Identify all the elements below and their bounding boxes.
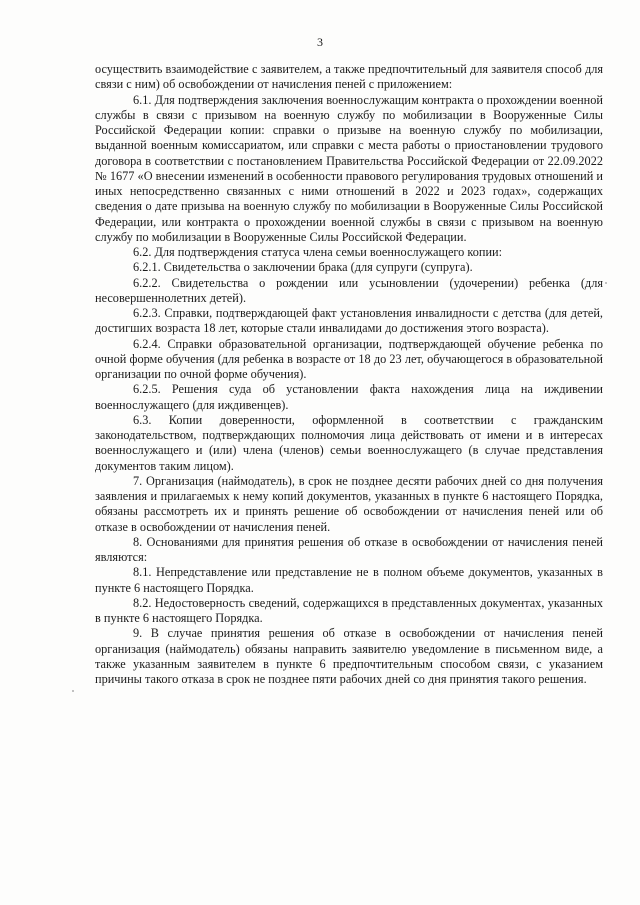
scan-speck [72, 690, 74, 692]
paragraph-8-1: 8.1. Непредставление или представление не в полном объеме документов, указанных в пункте 6 настоящего Порядка. [95, 565, 603, 595]
scan-speck [605, 282, 607, 284]
paragraph-6-2-2: 6.2.2. Свидетельства о рождении или усыновлении (удочерении) ребенка (для несовершеннолетних детей). [95, 275, 603, 305]
paragraph-8-2: 8.2. Недостоверность сведений, содержащихся в представленных документах, указанных в пункте 6 настоящего Порядка. [95, 595, 603, 625]
paragraph-6-3: 6.3. Копии доверенности, оформленной в соответствии с гражданским законодательством, подтверждающих полномочия лица действовать от имени и в интересах военнослужащего и (или) члена (членов) семьи военнослужащего (в случае представления документов таким лицом). [95, 412, 603, 473]
paragraph-8: 8. Основаниями для принятия решения об отказе в освобождении от начисления пеней являются: [95, 534, 603, 564]
paragraph-6-2-3: 6.2.3. Справки, подтверждающей факт установления инвалидности с детства (для детей, достигших возраста 18 лет, которые стали инвалидами до достижения этого возраста). [95, 306, 603, 336]
paragraph-continuation: осуществить взаимодействие с заявителем, а также предпочтительный для заявителя способ для связи с ним) об освобождении от начисления пеней с приложением: [95, 62, 603, 92]
paragraph-7: 7. Организация (наймодатель), в срок не позднее десяти рабочих дней со дня получения заявления и прилагаемых к нему копий документов, указанных в пункте 6 настоящего Порядка, обязаны рассмотреть их и принять решение об освобождении от начисления пеней или об отказе в освобождении от начисления пеней. [95, 473, 603, 534]
paragraph-6-2: 6.2. Для подтверждения статуса члена семьи военнослужащего копии: [133, 245, 503, 259]
page-number: 3 [317, 35, 323, 49]
paragraph-6-2-5: 6.2.5. Решения суда об установлении факта нахождения лица на иждивении военнослужащего (для иждивенцев). [95, 382, 603, 412]
document-body [95, 62, 603, 687]
paragraph-6-2-1: 6.2.1. Свидетельства о заключении брака (для супруги (супруга). [133, 260, 473, 275]
paragraph-9: 9. В случае принятия решения об отказе в освобождении от начисления пеней организация (наймодатель) обязаны направить заявителю уведомление в письменном виде, а также указанным заявителем в пункте 6 предпочтительным способом связи, с указанием причины такого отказа в срок не позднее пяти рабочих дней со дня принятия такого решения. [95, 626, 603, 686]
paragraph-6-2-4: 6.2.4. Справки образовательной организации, подтверждающей обучение ребенка по очной форме обучения (для ребенка в возрасте от 18 до 23 лет, обучающегося в образовательной организации по очной форме обучения). [95, 336, 603, 381]
paragraph-6-1: 6.1. Для подтверждения заключения военнослужащим контракта о прохождении военной службы в связи с призывом на военную службу по мобилизации в Вооруженные Силы Российской Федерации копии: справки о призыве на военную службу по мобилизации, выданной военным комиссариатом, или справки с места работы о приостановлении трудового договора в соответствии с постановлением Правительства Российской Федерации от 22.09.2022 № 1677 «О внесении изменений в особенности правового регулирования трудовых отношений и иных непосредственно связанных с ними отношений в 2022 и 2023 годах», содержащих сведения о дате призыва на военную службу по мобилизации в Вооруженные Силы Российской Федерации, или контракта о прохождении военной службы в связи с призывом на военную службу по мобилизации в Вооруженные Силы Российской Федерации. [95, 92, 603, 244]
